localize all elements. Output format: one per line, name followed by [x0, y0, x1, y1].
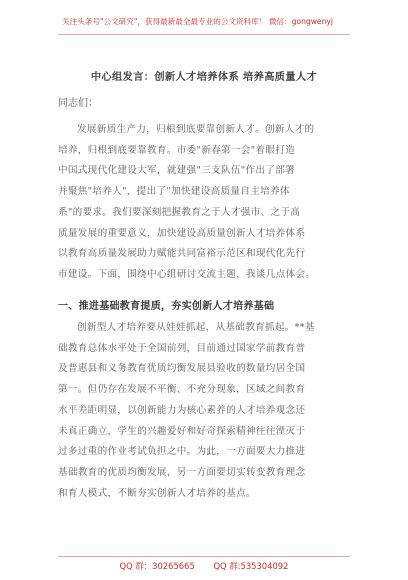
footer-qq-group-2: QQ 群:535304092	[213, 561, 289, 571]
paragraph-intro	[58, 120, 350, 286]
paragraph-line: 中国式现代化建设大军，就建强"三支队伍"作出了部署	[58, 165, 295, 177]
paragraph-line: 第一。但仍存在发展不平衡、不充分现象，区域之间教育	[58, 384, 306, 396]
section-heading-1: 一、推进基础教育提质，夯实创新人才培养基础	[58, 301, 275, 312]
paragraph-line: 及普惠县和义务教育优质均衡发展县验收的数量均居全国	[58, 363, 306, 375]
paragraph-line: 水平差距明显，以创新能力为核心素养的人才培养观念还	[58, 404, 306, 416]
paragraph-line: 系"的要求。我们要深刻把握教育之于人才强市、之于高	[58, 206, 301, 218]
salutation: 同志们：	[58, 98, 98, 109]
paragraph-line: 基础教育的优质均衡发展，另一方面要切实转变教育理念	[58, 466, 306, 478]
paragraph-line: 发展新质生产力，归根到底要靠创新人才。创新人才的	[77, 124, 315, 135]
paragraph-section-1	[58, 318, 350, 504]
paragraph-line: 和育人模式，不断夯实创新人才培养的基点。	[58, 487, 256, 499]
footer-qq-group-1: QQ 群：30265665	[119, 561, 195, 571]
footer-divider	[58, 556, 350, 557]
header-divider	[58, 34, 350, 35]
paragraph-line: 未真正确立，学生的兴趣爱好和好奇探索精神往往湮灭于	[58, 425, 306, 437]
paragraph-line: 创新型人才培养要从娃娃抓起，从基础教育抓起。**基	[77, 322, 315, 333]
paragraph-line: 市建设。下面，围绕中心组研讨交流主题，我谈几点体会。	[58, 268, 316, 280]
header-promo: 关注头条号"公文研究"，获得最新最全最专业的公文资料库！ 微信：gongwenyj	[62, 17, 334, 26]
paragraph-line: 过多过重的作业考试负担之中。为此，一方面要大力推进	[58, 446, 306, 458]
paragraph-line: 质量发展的重要意义，加快建设高质量创新人才培养体系	[58, 227, 306, 239]
paragraph-line: 并聚焦"培养人"，提出了"加快建设高质量自主培养体	[58, 186, 290, 198]
paragraph-line: 培养，归根到底要靠教育。市委"新春第一会"着眼打造	[58, 144, 295, 156]
paragraph-line: 以教育高质量发展助力赋能共同富裕示范区和现代化先行	[58, 248, 306, 260]
footer	[0, 560, 408, 572]
paragraph-line: 础教育总体水平处于全国前列，目前通过国家学前教育普	[58, 342, 306, 354]
document-title: 中心组发言：创新人才培养体系 培养高质量人才	[90, 71, 318, 83]
